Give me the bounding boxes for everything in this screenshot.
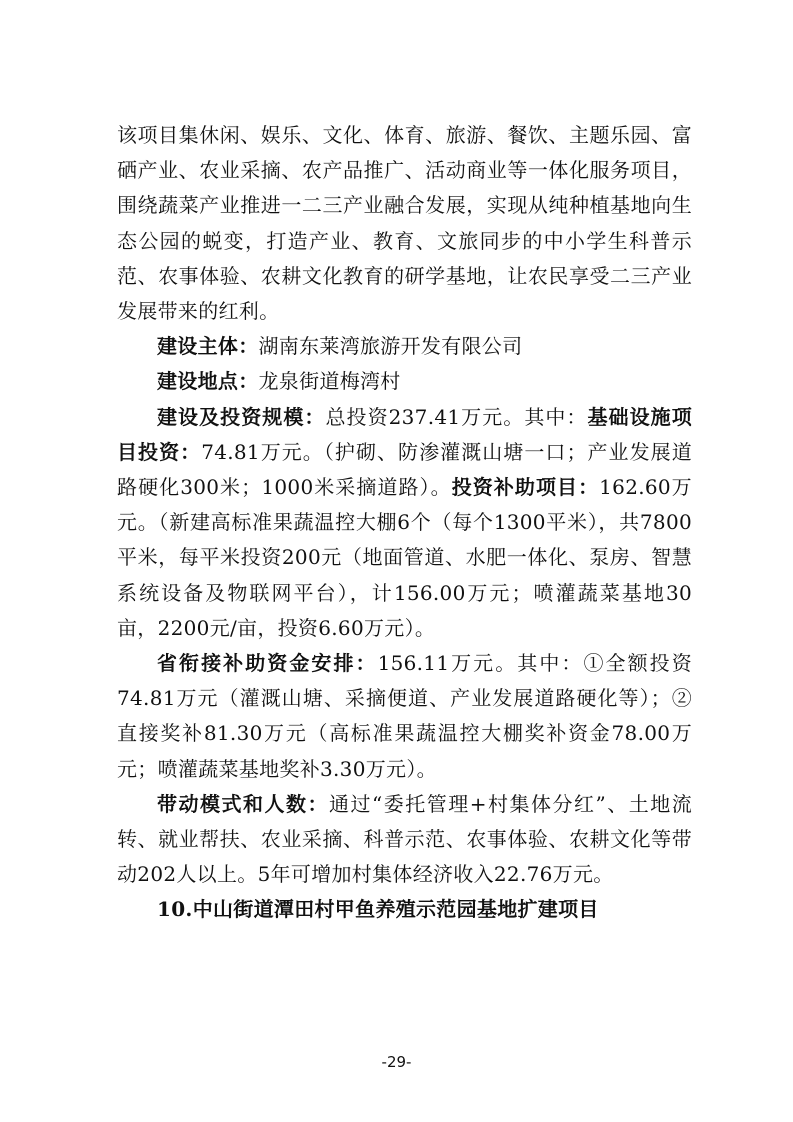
subsidy-text: 162.60万元。（新建高标准果蔬温控大棚6个（每个1300平米），共7800平米，每平米投资200元（地面管道、水肥一体化、泵房、智慧系统设备及物联网平台），计156.00万元；喷灌蔬菜基地30亩，2200元/亩，投资6.60万元）。 — [117, 475, 692, 640]
subsidy-label: 投资补助项目： — [451, 475, 600, 500]
builder-paragraph — [117, 329, 692, 364]
mode-text: 通过“委托管理+村集体分红”、土地流转、就业帮扶、农业采摘、科普示范、农事体验、农耕文化等带动202人以上。5年可增加村集体经济收入22.76万元。 — [117, 791, 692, 887]
location-value: 龙泉街道梅湾村 — [258, 369, 401, 394]
funds-label: 省衔接补助资金安排： — [157, 651, 378, 676]
section-heading: 10.中山街道潭田村甲鱼养殖示范园基地扩建项目 — [157, 897, 599, 922]
scale-text: 总投资237.41万元。其中： — [325, 404, 588, 429]
builder-value: 湖南东莱湾旅游开发有限公司 — [258, 334, 523, 359]
infra-text: 74.81万元。（护砌、防渗灌溉山塘一口；产业发展道路硬化300米；1000米采摘道路）。 — [117, 439, 692, 500]
funds-paragraph — [117, 646, 692, 787]
location-label: 建设地点： — [157, 369, 259, 394]
builder-label: 建设主体： — [157, 334, 259, 359]
infra-label: 基础设施项目投资： — [117, 404, 693, 464]
investment-paragraph — [117, 400, 692, 646]
document-body — [117, 118, 692, 928]
funds-text: 156.11万元。其中：①全额投资74.81万元（灌溉山塘、采摘便道、产业发展道路硬化等）；②直接奖补81.30万元（高标准果蔬温控大棚奖补资金78.00万元；喷灌蔬菜基地奖补3.30万元）。 — [117, 651, 692, 781]
page-number: -29- — [381, 1053, 412, 1071]
location-paragraph — [117, 364, 692, 399]
scale-label: 建设及投资规模： — [157, 404, 326, 429]
intro-paragraph: 该项目集休闲、娱乐、文化、体育、旅游、餐饮、主题乐园、富硒产业、农业采摘、农产品推广、活动商业等一体化服务项目，围绕蔬菜产业推进一二三产业融合发展，实现从纯种植基地向生态公园的蜕变，打造产业、教育、文旅同步的中小学生科普示范、农事体验、农耕文化教育的研学基地，让农民享受二三产业发展带来的红利。 — [117, 123, 692, 324]
mode-label: 带动模式和人数： — [157, 791, 329, 816]
mode-paragraph — [117, 787, 692, 893]
